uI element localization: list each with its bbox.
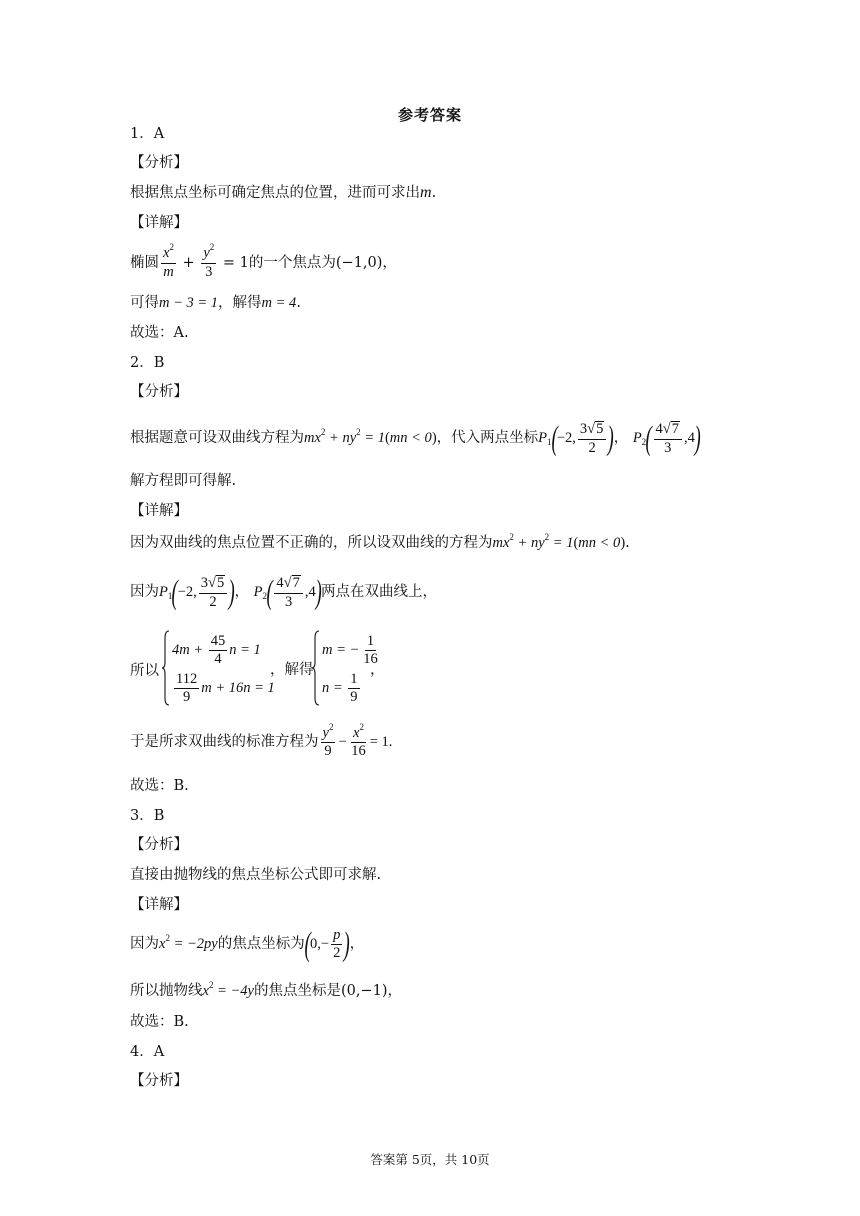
q1-analysis-line: 根据焦点坐标可确定焦点的位置，进而可求出m. [130, 184, 437, 201]
q3-parabola-specific: $x^2 = -4y$ [202, 980, 254, 999]
q1-line1-prefix: 椭圆 [130, 255, 159, 271]
q1-detail-label: 【详解】 [130, 215, 188, 231]
q3-line2-mid: 的焦点坐标是 [253, 983, 341, 999]
q2-point-p2-detail: $P_2$( 4 √ 7 3 ,4) [253, 573, 322, 611]
q4-analysis-label: 【分析】 [130, 1073, 188, 1089]
q2-point-p1-detail: $P_1(-2$, 3 √ 5 2 ) [159, 573, 235, 611]
q3-line1-prefix: 因为 [130, 936, 159, 952]
q1-detail-line1: 椭圆 $\frac{x^2}{m}$ + $\frac{y^2}{3}$ = 1的一个焦点为(−1,0)， [130, 242, 397, 280]
q2-analysis-text1: 根据题意可设双曲线方程为 [130, 430, 304, 446]
q2-eq-a: 4m + $\frac{45}{4}$ n = 1 [172, 633, 261, 668]
q3-detail-line2: 所以抛物线$x^2 = -4y$的焦点坐标是(0,−1)， [130, 980, 402, 999]
q2-standard-eq: $\frac{y^2}{9}$ − $\frac{x^2}{16}$ = 1. [322, 721, 393, 760]
q1-frac-x: $\frac{x^2}{m}$ [163, 242, 174, 280]
q2-detail-line2: 因为$P_1(-2$, 3 √ 5 2 )， $P_2$( 4 √ 7 3 ,4)两点在双曲线上， [130, 573, 438, 611]
q1-frac-y: $\frac{y^2}{3}$ [203, 242, 215, 280]
q2-detail-line2-prefix: 因为 [130, 584, 159, 600]
q4-number: 4．A [130, 1044, 165, 1060]
q3-parabola-general: $x^2 = -2py$ [159, 933, 218, 952]
q2-conic-eq: $mx^2 + ny^2 = 1(mn < 0)$ [304, 427, 437, 446]
q2-sol-m: m = − $\frac{1}{16}$ [322, 633, 378, 668]
q2-answer: 故选：B. [130, 778, 189, 794]
q1-answer: 故选：A. [130, 325, 189, 341]
q2-detail-line1: 因为双曲线的焦点位置不正确的，所以设双曲线的方程为$mx^2 + ny^2 = 1(mn < 0)$. [130, 532, 630, 551]
q2-detail-line3-mid: ，解得 [270, 662, 314, 678]
q2-point-p1: $P_1(-2$, 3 √ 5 2 ) [538, 419, 615, 457]
q2-analysis-text2: ，代入两点坐标 [436, 430, 539, 446]
q1-number: 1．A [130, 126, 165, 142]
q3-number: 3．B [130, 808, 165, 824]
q1-line2-prefix: 可得 [130, 295, 159, 311]
q2-detail-line3-prefix: 所以 [130, 663, 159, 679]
right-brace-icon [312, 630, 320, 706]
q1-line1-point: (−1,0) [335, 255, 383, 271]
left-brace-icon [162, 630, 170, 706]
q3-line1-mid: 的焦点坐标为 [217, 936, 305, 952]
q3-line2-prefix: 所以抛物线 [130, 983, 203, 999]
q1-analysis-var: m [420, 184, 432, 201]
page-footer: 答案第 5页，共 10页 [370, 1152, 490, 1167]
answer-page: 参考答案 1．A 【分析】 根据焦点坐标可确定焦点的位置，进而可求出m. 【详解】 椭圆 $\frac{x^2}{m}$ + $\frac{y^2}{3}$ = 1的一个焦点为(−1,0)， 可得m − 3 = 1，解得m = 4. 故选：A. 2．B 【分析】 根据题意可设双曲线方程为$mx^2 + ny^2 = 1(mn < 0)$，代入两点坐标$P_1(-2$, 3 √ 5 2 )， $P_2$( 4 √ 7 3 ,4) 解方程即可得解. 【详解】 因为双曲线的焦点位置不正确的，所以设双曲线的方程为$mx^2 + ny^2 = 1(mn < 0)$. 因为$P_1(-2$, 3 √ 5 2 )， $P_2$( 4 √ 7 3 ,4)两点在双曲线上， 所以 4m + $\frac{45}{4}$ n = 1 $\frac{112}{9}$ m + 16n = 1 ，解得 m = − $\frac{1}{16}$ n = $\frac{1}{9}$ ， 于是所求双曲线的标准方程为 $\frac{y^2}{9}$ − $\frac{x^2}{16}$ = 1. 故选：B. 3．B 【分析】 直接由抛物线的焦点坐标公式即可求解. 【详解】 因为$x^2 = -2py$的焦点坐标为(0,− $\frac{p}{2}$ )， 所以抛物线$x^2 = -4y$的焦点坐标是(0,−1)， 故选：B. 4．A 【分析】 答案第 5页，共 10页 [0, 0, 860, 1216]
q1-line2-mid: ，解得 [218, 295, 262, 311]
q1-detail-line2: 可得m − 3 = 1，解得m = 4. [130, 295, 301, 311]
q3-analysis-text: 直接由抛物线的焦点坐标公式即可求解. [130, 867, 382, 883]
q2-detail-text1: 因为双曲线的焦点位置不正确的，所以设双曲线的方程为 [130, 535, 493, 551]
q1-line1-mid: 的一个焦点为 [248, 255, 336, 271]
page-title: 参考答案 [397, 106, 462, 124]
q2-eq-b: $\frac{112}{9}$ m + 16n = 1 [176, 671, 275, 706]
q2-detail-line2-suffix: 两点在双曲线上， [321, 584, 438, 600]
q3-focus-specific: (0,−1) [340, 983, 388, 999]
q2-analysis-label: 【分析】 [130, 384, 188, 400]
q1-analysis-label: 【分析】 [130, 155, 188, 171]
q2-conic-eq-2: $mx^2 + ny^2 = 1(mn < 0)$ [492, 532, 626, 551]
q3-answer: 故选：B. [130, 1014, 189, 1030]
q2-sol-n: n = $\frac{1}{9}$ [322, 671, 358, 706]
q2-analysis-text3: 解方程即可得解. [130, 473, 237, 489]
q3-focus-general: (0,− $\frac{p}{2}$ ) [304, 925, 351, 963]
q2-detail-line4-prefix: 于是所求双曲线的标准方程为 [130, 734, 319, 750]
q2-analysis-line: 根据题意可设双曲线方程为$mx^2 + ny^2 = 1(mn < 0)$，代入两点坐标$P_1(-2$, 3 √ 5 2 )， $P_2$( 4 √ 7 3 ,4) [130, 419, 701, 457]
q2-point-p2: $P_2$( 4 √ 7 3 ,4) [632, 419, 701, 457]
q1-analysis-text: 根据焦点坐标可确定焦点的位置，进而可求出 [130, 185, 420, 201]
q3-detail-label: 【详解】 [130, 897, 188, 913]
q2-detail-label: 【详解】 [130, 503, 188, 519]
q1-eq1: m − 3 = 1 [159, 295, 219, 311]
q1-eq2: m = 4 [261, 295, 297, 311]
q3-analysis-label: 【分析】 [130, 837, 188, 853]
q2-detail-line4 [130, 722, 392, 762]
q2-number: 2．B [130, 355, 165, 371]
q3-detail-line1: 因为$x^2 = -2py$的焦点坐标为(0,− $\frac{p}{2}$ )， [130, 925, 365, 963]
